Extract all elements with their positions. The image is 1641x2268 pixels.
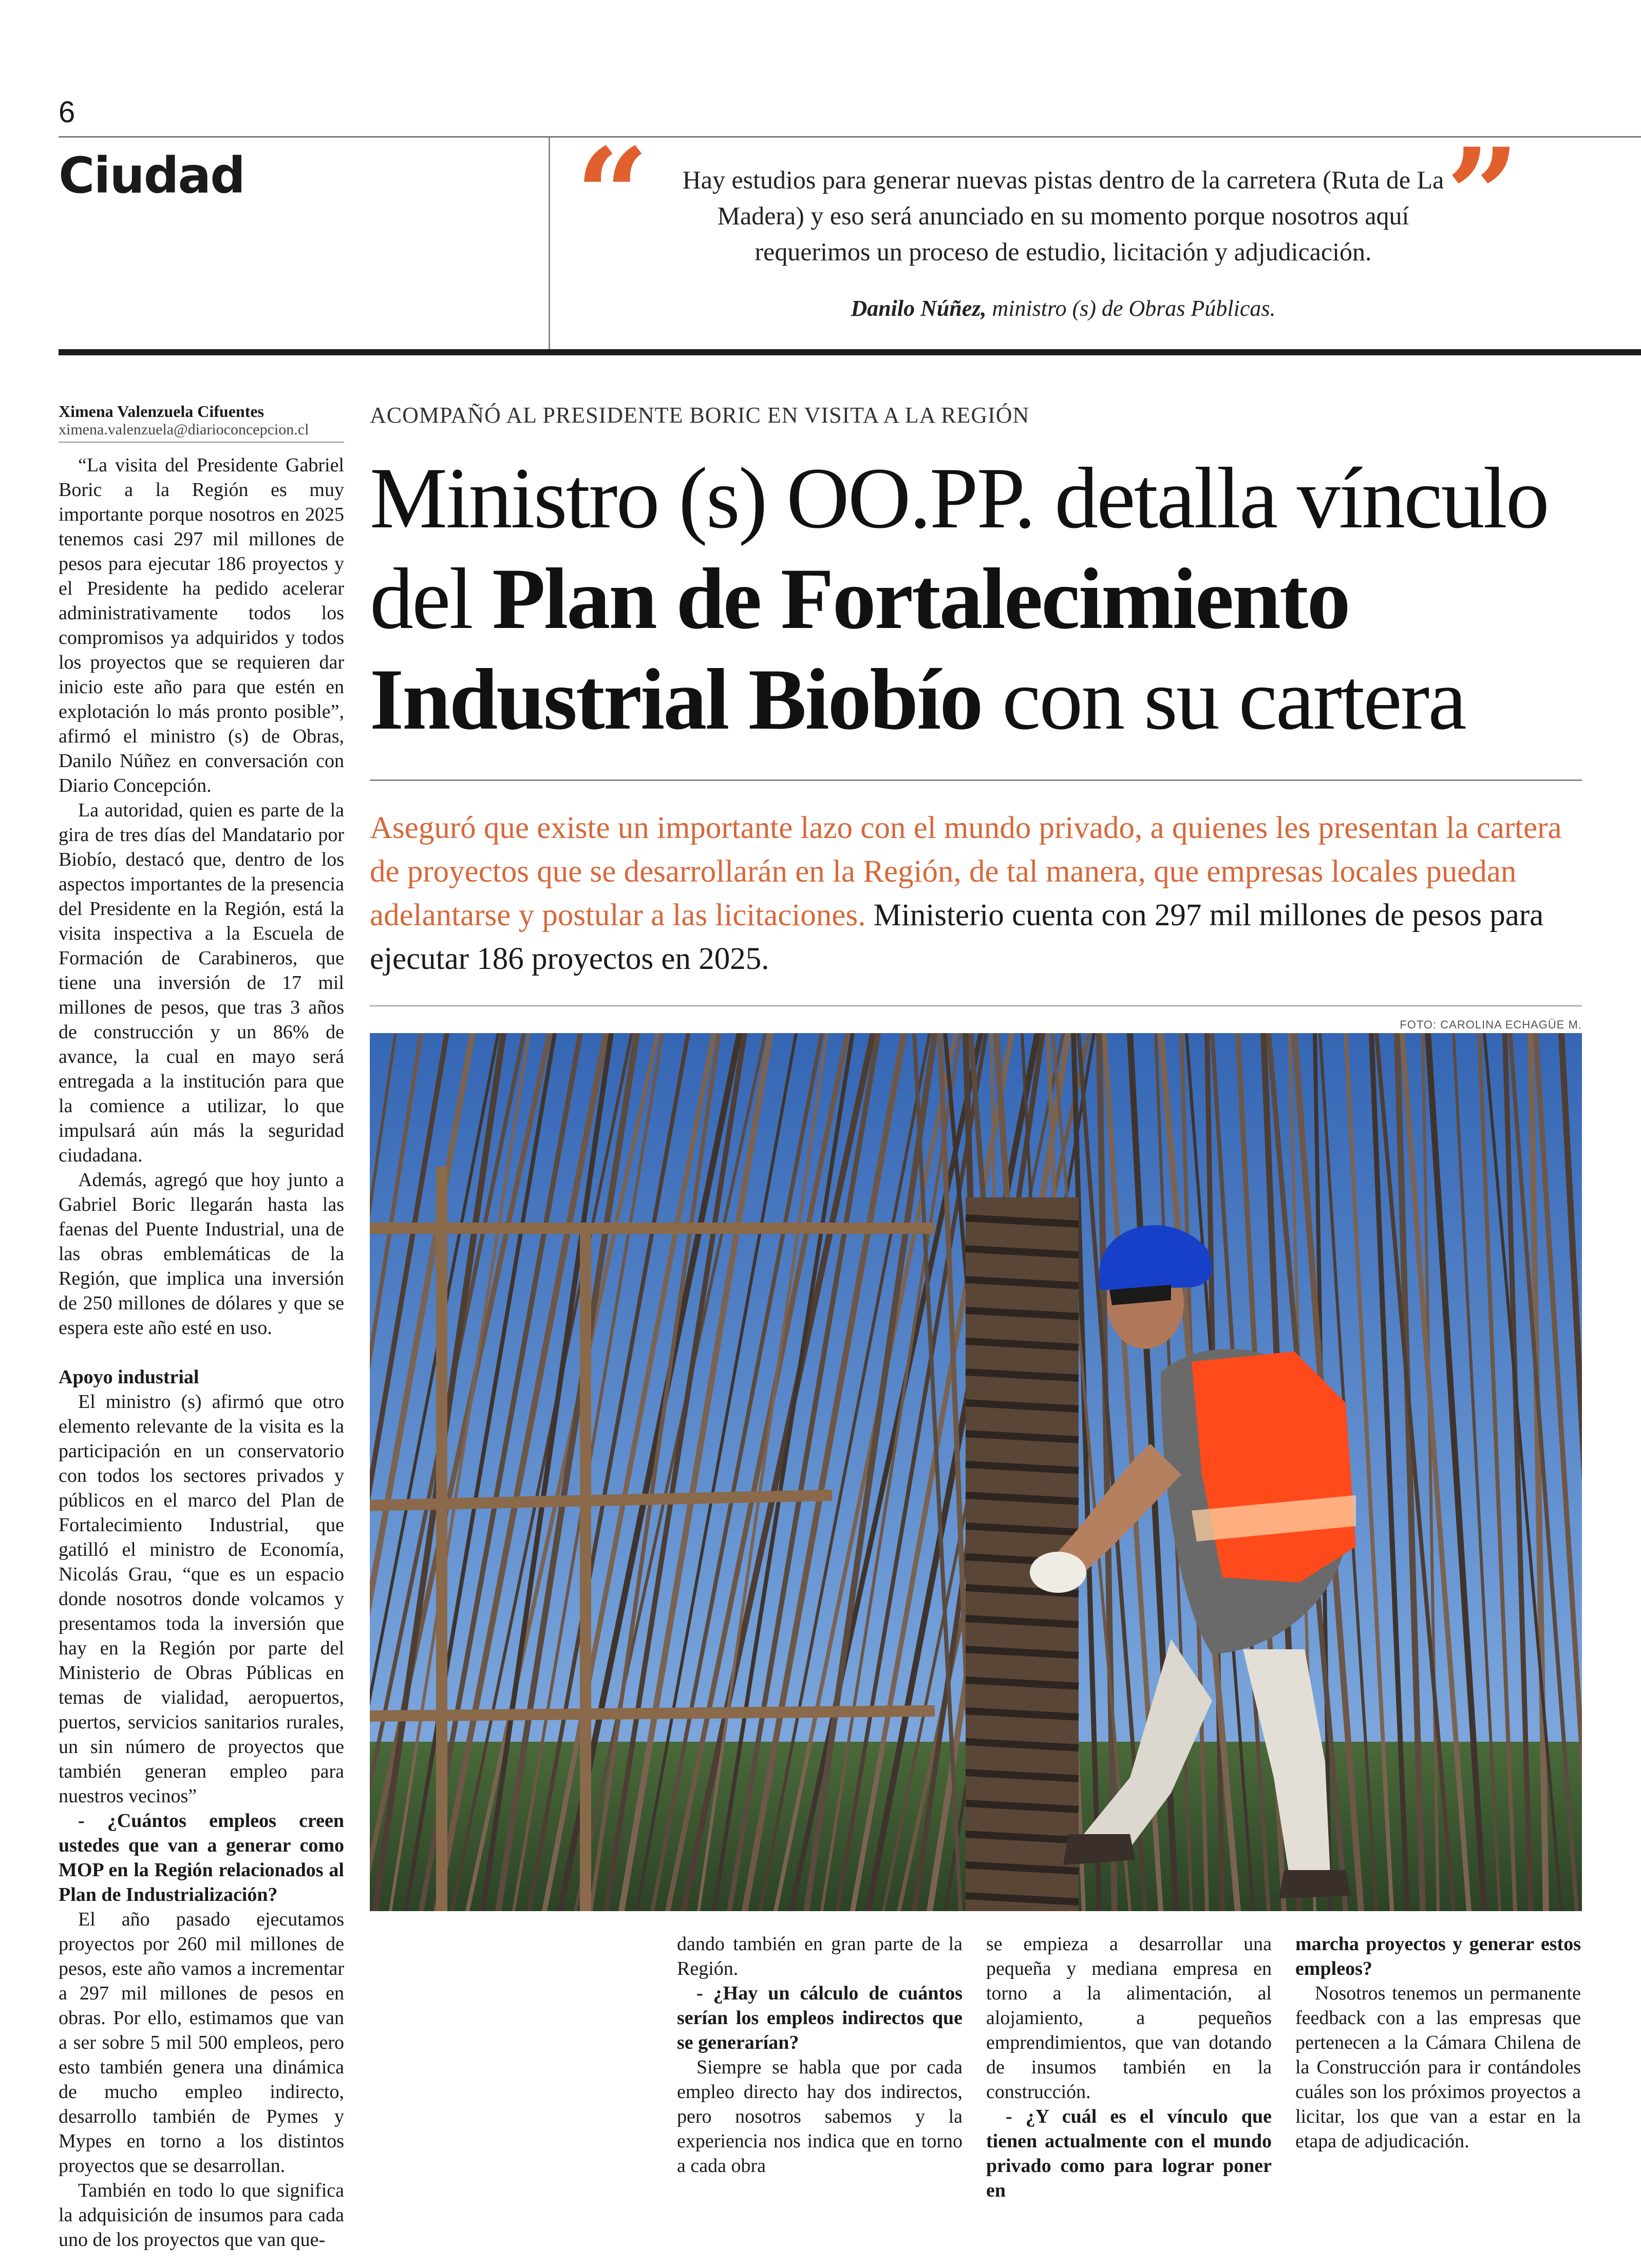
- section-title: Ciudad: [59, 147, 244, 204]
- photo-credit: FOTO: CAROLINA ECHAGÜE M.: [1400, 1018, 1582, 1031]
- author-email[interactable]: ximena.valenzuela@diarioconcepcion.cl: [59, 421, 309, 438]
- quote-author-role: ministro (s) de Obras Públicas.: [992, 296, 1276, 321]
- pull-quote-text: Hay estudios para generar nuevas pistas dentro de la carretera (Ruta de La Madera) y eso será anunciado en su momento porque nosotros aquí requerimos un proceso de estudio, licitación y adjudicación.: [682, 165, 1444, 266]
- deck-rule: [370, 1005, 1582, 1006]
- header-heavy-rule: [59, 349, 1641, 355]
- headline-line-2-plain: del: [370, 550, 493, 647]
- paragraph: La autoridad, quien es parte de la gira de tres días del Mandatario por Biobío, destacó que, dentro de los aspectos importantes de la presencia del Presidente en la Región, está la visita inspectiva a la Escuela de Formación de Carabineros, que tiene una inversión de 17 mil millones de pesos, que tras 3 años de construcción y un 86% de avance, la cual en mayo será entregada a la institución para que la comience a utilizar, lo que impulsará aún más la seguridad ciudadana.: [59, 799, 344, 1166]
- interview-question: - ¿Hay un cálculo de cuántos serían los empleos indirectos que se generarían?: [677, 1983, 963, 2053]
- quote-author: Danilo Núñez,: [851, 296, 987, 321]
- interview-question: marcha proyectos y generar estos empleos?: [1295, 1933, 1581, 1979]
- paragraph: Nosotros tenemos un permanente feedback con a las empresas que pertenecen a la Cámara Chilena de la Construcción para ir contándoles cuáles son los próximos proyectos a licitar, los que van a estar en la etapa de adjudicación.: [1295, 1983, 1581, 2152]
- close-quote-icon: ”: [1446, 120, 1520, 271]
- article-column-3: [986, 1932, 1272, 2203]
- interview-question: - ¿Cuántos empleos creen ustedes que van a generar como MOP en la Región relacionados al Plan de Industrialización?: [59, 1810, 344, 1905]
- page-number: 6: [59, 96, 76, 129]
- author-name: Ximena Valenzuela Cifuentes: [59, 402, 264, 421]
- deck: [370, 806, 1582, 981]
- kicker: ACOMPAÑÓ AL PRESIDENTE BORIC EN VISITA A LA REGIÓN: [370, 403, 1030, 428]
- interview-question: - ¿Y cuál es el vínculo que tienen actualmente con el mundo privado como para lograr poner en: [986, 2106, 1272, 2201]
- byline-rule: [59, 442, 344, 443]
- article-column-2: [677, 1932, 963, 2178]
- deck-text: Ministerio cuenta con 297 mil millones de pesos para ejecutar 186 proyectos en 2025.: [370, 898, 1544, 976]
- paragraph: También en todo lo que significa la adquisición de insumos para cada uno de los proyectos que van que-: [59, 2180, 344, 2251]
- construction-worker-photo: [370, 1033, 1582, 1911]
- headline-line-3-bold: Industrial Biobío: [370, 651, 982, 748]
- paragraph: dando también en gran parte de la Región.: [677, 1933, 963, 1979]
- paragraph: Siempre se habla que por cada empleo directo hay dos indirectos, pero nosotros sabemos y la experiencia nos indica que en torno a cada obra: [677, 2056, 963, 2177]
- headline-line-3-plain: con su cartera: [982, 651, 1465, 748]
- paragraph: “La visita del Presidente Gabriel Boric a la Región es muy importante porque nosotros en 2025 tenemos casi 297 mil millones de pesos para ejecutar 186 proyectos y el Presidente ha pedido acelerar administrativamente todos los compromisos ya adquiridos y todos los proyectos que se requieren dar inicio este año para que estén en explotación lo más pronto posible”, afirmó el ministro (s) de Obras, Danilo Núñez en conversación con Diario Concepción.: [59, 454, 344, 796]
- header-divider: [549, 138, 550, 349]
- article-column-1: [59, 453, 344, 2252]
- headline-rule: [370, 779, 1582, 781]
- headline-line-1: Ministro (s) OO.PP. detalla vínculo: [370, 450, 1548, 546]
- top-rule: [59, 136, 1641, 138]
- subheading: Apoyo industrial: [59, 1366, 199, 1388]
- pull-quote-attribution: [668, 295, 1459, 321]
- paragraph: El año pasado ejecutamos proyectos por 260 mil millones de pesos, este año vamos a incrementar a 297 mil millones de pesos en obras. Por ello, estimamos que van a ser sobre 5 mil 500 empleos, pero esto también genera una dinámica de mucho empleo indirecto, desarrollo también de Pymes y Mypes en torno a los distintos proyectos que se desarrollan.: [59, 1909, 344, 2177]
- headline-line-2-bold: Plan de Fortalecimiento: [492, 550, 1349, 647]
- spacer: [59, 1340, 344, 1365]
- paragraph: El ministro (s) afirmó que otro elemento relevante de la visita es la participación en un conservatorio con todos los sectores privados y públicos en el marco del Plan de Fortalecimiento Industrial, que gatilló el ministro de Economía, Nicolás Grau, “que es un espacio donde nosotros donde volcamos y presentamos toda la inversión que hay en la Región por parte del Ministerio de Obras Públicas en temas de vialidad, aeropuertos, puertos, servicios sanitarios rurales, un sin número de proyectos que también generan empleo para nuestros vecinos”: [59, 1391, 344, 1807]
- paragraph: Además, agregó que hoy junto a Gabriel Boric llegarán hasta las faenas del Puente Industrial, una de las obras emblemáticas de la Región, que implica una inversión de 250 millones de dólares y que se espera este año esté en uso.: [59, 1169, 344, 1339]
- article-column-4: [1295, 1932, 1581, 2153]
- deck-accent-text: Aseguró que existe un importante lazo con el mundo privado, a quienes les presentan la cartera de proyectos que se desarrollarán en la Región, de tal manera, que empresas locales puedan adelantarse y postular a las licitaciones.: [370, 811, 1562, 932]
- paragraph: se empieza a desarrollar una pequeña y mediana empresa en torno a la alimentación, al alojamiento, a pequeños emprendimientos, que van dotando de insumos también en la construcción.: [986, 1933, 1272, 2103]
- open-quote-icon: “: [575, 120, 649, 271]
- headline: [370, 448, 1592, 750]
